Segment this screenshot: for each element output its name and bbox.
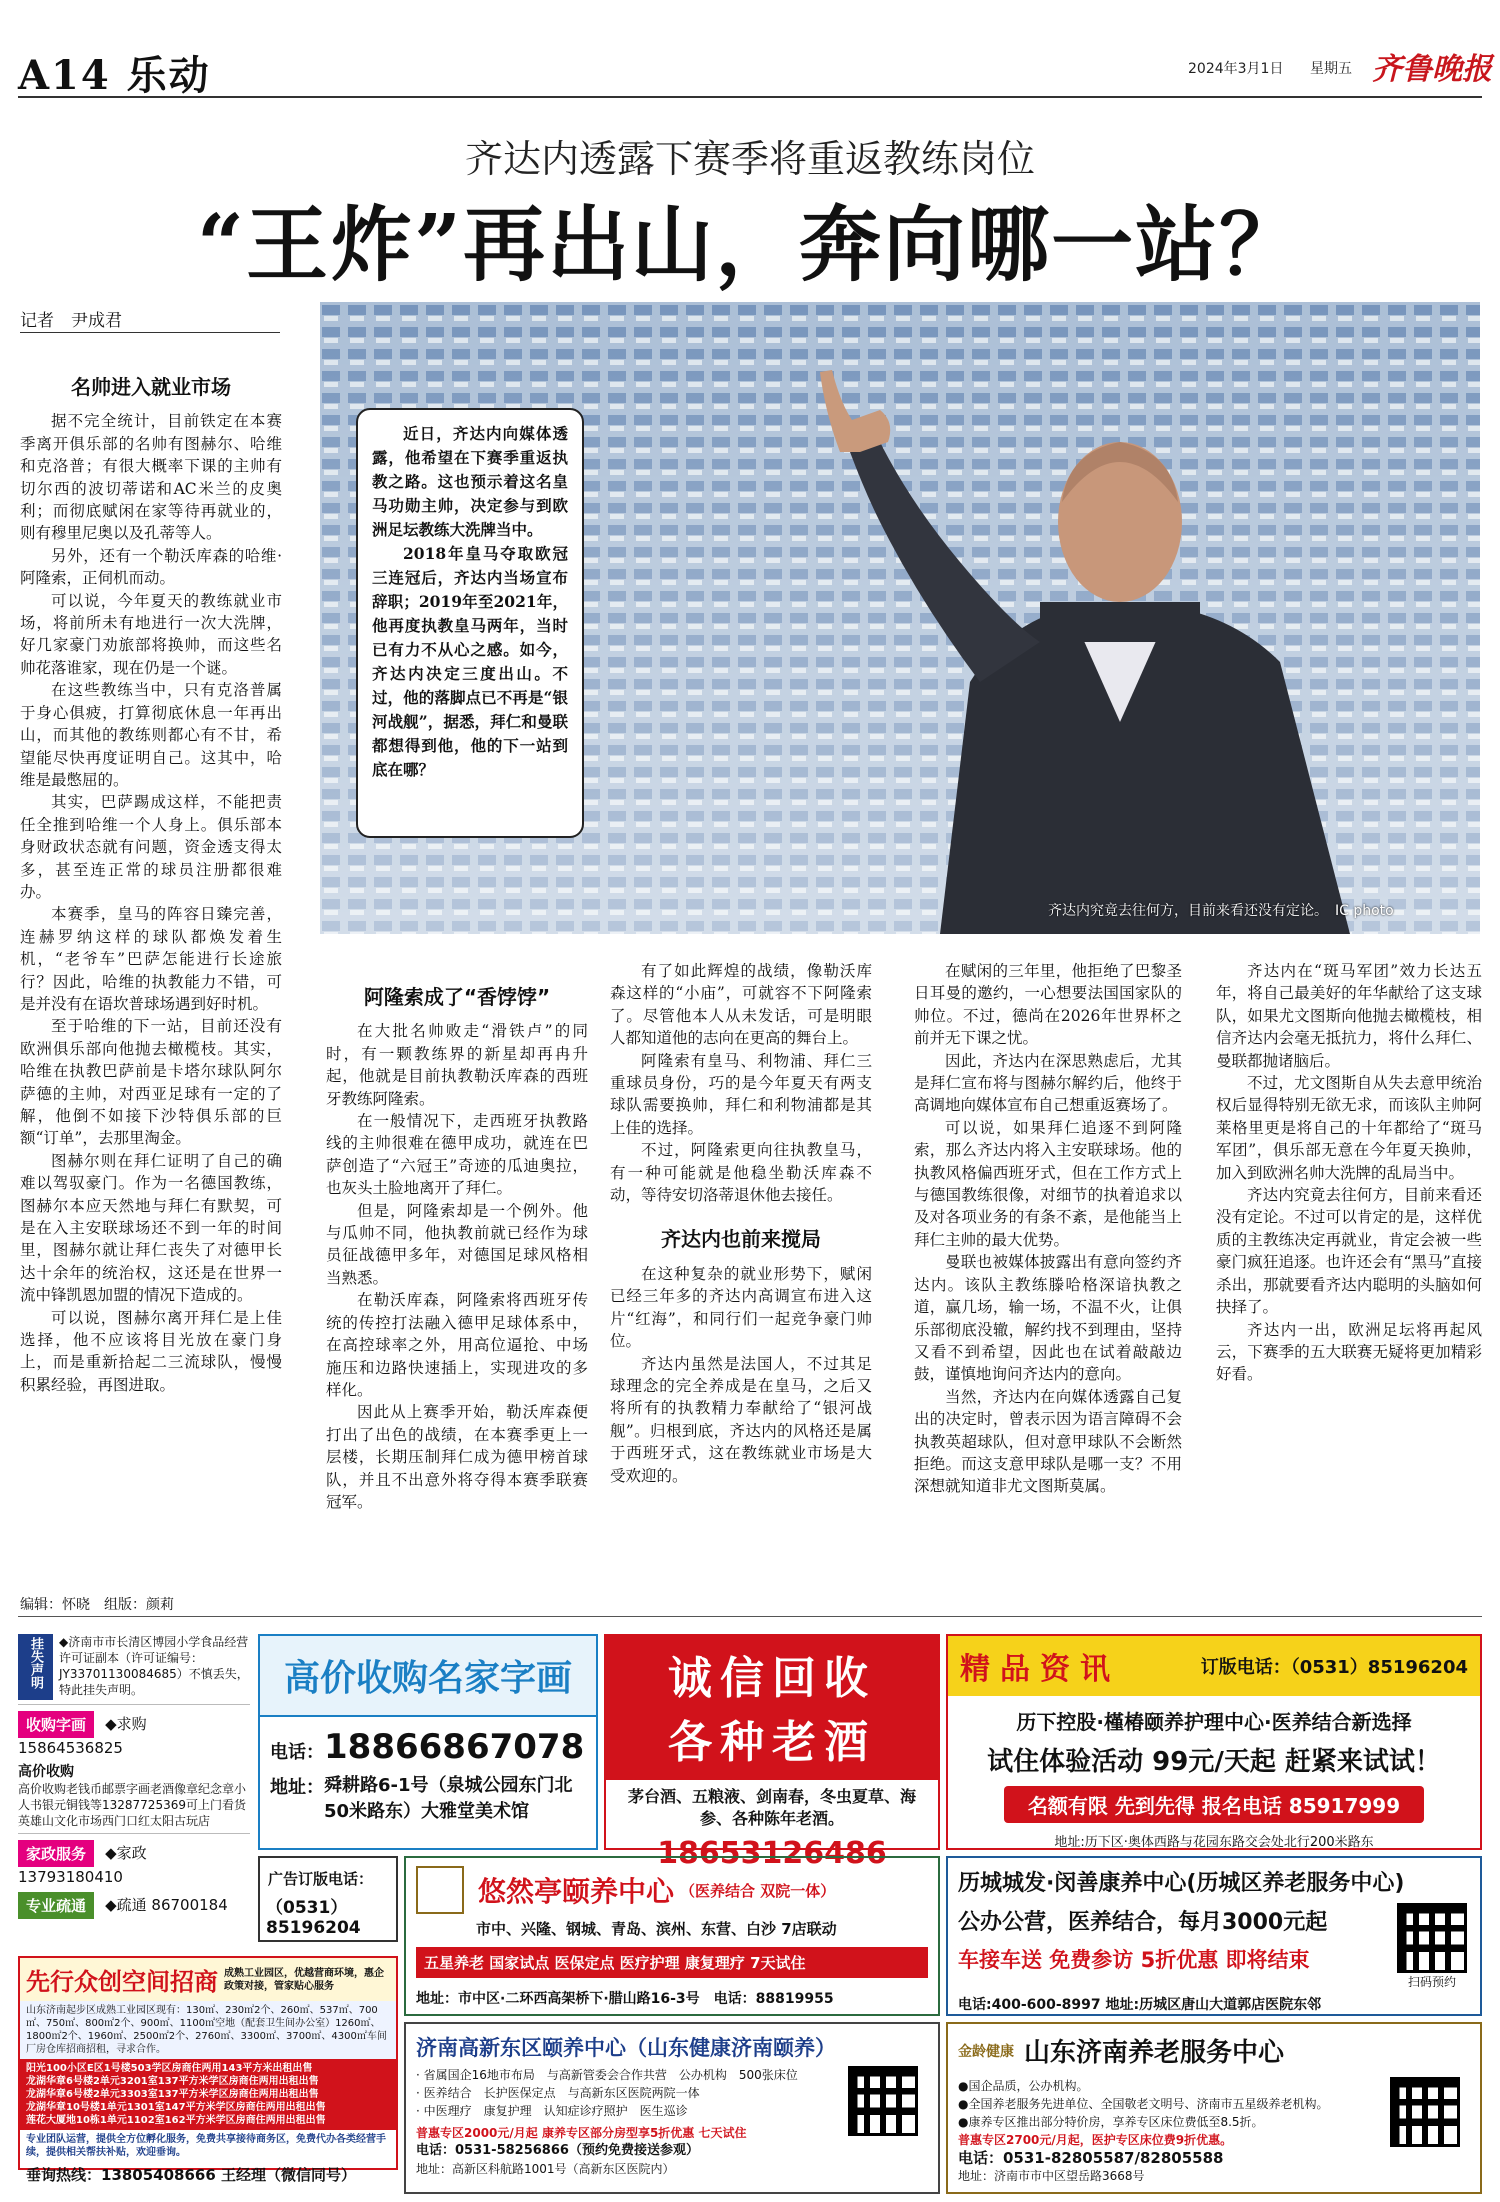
paragraph: 在这种复杂的就业形势下，赋闲已经三年多的齐达内高调宣布进入这片“红海”，和同行们一起竞争豪门帅位。 — [610, 1264, 872, 1351]
ad-line: ●康养专区推出部分特价房，享养专区床位费低至8.5折。 — [958, 2115, 1264, 2129]
classified-item — [18, 1840, 250, 1886]
ad-phone: 18866867078 — [324, 1727, 585, 1767]
ad-org: 历下控股·槿椿颐养护理中心·医养结合新选择 — [1016, 1710, 1412, 1734]
ad-xianxing — [18, 1956, 398, 2184]
article-headline: “王炸”再出山，奔向哪一站？ — [196, 197, 1304, 293]
qr-code-icon[interactable] — [1397, 1903, 1467, 1973]
qr-code-icon[interactable] — [848, 2066, 918, 2136]
section-heading: 阿隆索成了“香饽饽” — [363, 985, 551, 1009]
lead-paragraph: 近日，齐达内向媒体透露，他希望在下赛季重返执教之路。这也预示着这名皇马功勋主帅，决定参与到欧洲足坛教练大洗牌当中。 — [372, 424, 568, 539]
classified-text: ◆济南市市长清区博园小学食品经营许可证副本（许可证编号：JY33701130084685）不慎丢失，特此挂失声明。 — [59, 1635, 249, 1697]
classified-text: ◆求购 15864536825 — [18, 1715, 147, 1757]
ad-promo: 试住体验活动 99元/天起 赶紧来试试！ — [987, 1747, 1441, 1777]
rental-item: 阳光100小区E区1号楼503学区房商住两用143平方米出租出售 — [26, 2063, 313, 2074]
ad-licheng — [946, 1856, 1482, 2016]
ad-brands: 茅台酒、五粮液、剑南春，冬虫夏草、海参、各种陈年老酒。 — [627, 1787, 916, 1828]
paragraph: 另外，还有一个勒沃库森的哈维·阿隆索，正伺机而动。 — [20, 546, 282, 588]
ad-title: 诚信回收 — [668, 1653, 876, 1704]
ad-title: 悠然亭颐养中心 — [478, 1875, 675, 1908]
ad-hotline: 垂询热线：13805408666 王经理（微信同号） — [26, 2166, 357, 2184]
paragraph: 齐达内一出，欧洲足坛将再起风云，下赛季的五大联赛无疑将更加精彩好看。 — [1216, 1320, 1482, 1384]
classified-ads — [18, 1634, 250, 1954]
paragraph: 有了如此辉煌的战绩，像勒沃库森这样的“小庙”，可就容不下阿隆索了。尽管他本人从未发话，可是明眼人都知道他的志向在更高的舞台上。 — [610, 962, 872, 1048]
ad-jinling — [946, 2022, 1482, 2194]
paragraph: 本赛季，皇马的阵容日臻完善，连赫罗纳这样的球队都焕发着生机，“老爷车”巴萨怎能进行长途旅行？因此，哈维的执教能力不错，可是并没有在语坎普球场遇到好时机。 — [20, 905, 282, 1013]
ad-order-phone: 订版电话：（0531）85196204 — [1200, 1657, 1468, 1678]
paragraph: 图赫尔则在拜仁证明了自己的确难以驾驭豪门。作为一名德国教练，图赫尔本应天然地与拜仁有默契，可是在入主安联球场还不到一年的时间里，图赫尔就让拜仁丧失了对德甲长达十余年的统治权，这还是在世界一流中锋凯恩加盟的情况下造成的。 — [20, 1151, 282, 1305]
ad-title: 济南高新东区颐养中心（山东健康济南颐养） — [416, 2036, 836, 2060]
section-heading: 齐达内也前来搅局 — [661, 1227, 821, 1252]
rental-item: 龙湖华章6号楼2单元3303室137平方米学区房商住两用出租出售 — [26, 2089, 319, 2100]
ad-title: 精品资讯 — [960, 1652, 1120, 1687]
ad-contact: 电话:400-600-8997 地址:历城区唐山大道郭店医院东邻 — [958, 1997, 1322, 2013]
paragraph: 在一般情况下，走西班牙执教路线的主帅很难在德甲成功，就连在巴萨创造了“六冠王”奇迹的瓜迪奥拉，也灰头土脸地离开了拜仁。 — [326, 1112, 588, 1198]
ad-scan-label: 扫码预约 — [1407, 1975, 1456, 1989]
ad-phone-label: 电话： — [270, 1742, 324, 1763]
classified-text: 高价收购老钱币邮票字画老酒像章纪念章小人书银元铜钱等13287725369可上门看货英雄山文化市场西门口红太阳古玩店 — [18, 1782, 247, 1828]
paragraph: 齐达内虽然是法国人，不过其足球理念的完全养成是在皇马，之后又将所有的执教精力奉献给了“银河战舰”。归根到底，齐达内的风格还是属于西班牙式，这在教练就业市场是大受欢迎的。 — [610, 1354, 872, 1485]
classified-tag: 高价收购 — [18, 1764, 74, 1780]
ad-line: 公办公营，医养结合，每月3000元起 — [958, 1910, 1328, 1935]
paragraph: 在勒沃库森，阿隆索将西班牙传统的传控打法融入德甲足球体系中，在高控球率之外，用高位逼抢、中场施压和边路快速插上，实现进攻的多样化。 — [326, 1291, 588, 1399]
paragraph: 阿隆索有皇马、利物浦、拜仁三重球员身份，巧的是今年夏天有两支球队需要换帅，拜仁和利物浦都是其上佳的选择。 — [610, 1051, 872, 1137]
ad-gaoxin — [404, 2022, 940, 2194]
youran-logo-icon — [416, 1866, 464, 1914]
paragraph: 曼联也被媒体披露出有意向签约齐达内。该队主教练滕哈格深谙执教之道，赢几场，输一场，不温不火，让俱乐部彻底没辙，解约找不到理由，坚持又看不到希望，因此也在试着敲敲边鼓，谨慎地询问齐达内的意向。 — [914, 1253, 1182, 1384]
paragraph: 齐达内究竟去往何方，目前来看还没有定论。不过可以肯定的是，这样优质的主教练决定再就业，肯定会被一些豪门疯狂追逐。也许还会有“黑马”直接杀出，那就要看齐达内聪明的头脑如何抉择了。 — [1216, 1186, 1482, 1317]
ad-badge: （医养结合 双院一体） — [680, 1881, 836, 1900]
ad-line: 山东济南起步区成熟工业园区现有：130㎡、230㎡2个、260㎡、537㎡、700㎡、750㎡、800㎡2个、900㎡、1100㎡空地（配套卫生间办公室）1260㎡、1800㎡2个、1960㎡、2500㎡2个、2760㎡、3300㎡、3700㎡、4300㎡车间厂房仓库招商招租，寻求合作。 — [20, 2001, 396, 2059]
classified-item — [18, 1634, 250, 1705]
article-column-5 — [1216, 960, 1482, 1580]
paragraph: 齐达内在“斑马军团”效力长达五年，将自己最美好的年华献给了这支球队，如果尤文图斯向他抛去橄榄枝，相信齐达内会毫无抵抗力，将什么拜仁、曼联都抛诸脑后。 — [1216, 962, 1482, 1070]
classified-text: ◆家政 13793180410 — [18, 1844, 147, 1886]
newspaper-logo: 齐鲁晚报 — [1372, 52, 1492, 87]
ad-line: · 省属国企16地市布局 与高新管委会合作共营 公办机构 500张床位 — [416, 2068, 798, 2082]
rental-item: 龙湖华章10号楼1单元1301室147平方米学区房商住两用出租出售 — [26, 2102, 326, 2113]
byline-rule — [20, 332, 280, 333]
paragraph: 因此，齐达内在深思熟虑后，尤其是拜仁宣布将与图赫尔解约后，他终于高调地向媒体宣布自己想重返赛场了。 — [914, 1051, 1182, 1115]
paragraph: 可以说，图赫尔离开拜仁是上佳选择，他不应该将目光放在豪门身上，而是重新拾起二三流球队，慢慢积累经验，再图进取。 — [20, 1308, 282, 1394]
paragraph: 在这些教练当中，只有克洛普属于身心俱疲，打算彻底休息一年再出山，而其他的教练则都心有不甘，希望能尽快再度证明自己。这其中，哈维是最憋屈的。 — [20, 681, 282, 789]
qr-code-icon[interactable] — [1390, 2077, 1460, 2147]
rental-item: 龙湖华章6号楼2单元3201室137平方米学区房商住两用出租出售 — [26, 2076, 319, 2087]
ad-line: ●全国养老服务先进单位、全国敬老文明号、济南市五星级养老机构。 — [958, 2097, 1329, 2111]
classified-item — [18, 1711, 250, 1757]
paragraph: 但是，阿隆索却是一个例外。他与瓜帅不同，他执教前就已经作为球员征战德甲多年，对德国足球风格相当熟悉。 — [326, 1201, 588, 1287]
ad-footer: 专业团队运营，提供全方位孵化服务，免费共享接待商务区，免费代办各类经营手续，提供相关帮扶补贴，欢迎垂询。 — [26, 2134, 386, 2158]
section-heading: 名帅进入就业市场 — [71, 375, 231, 399]
paragraph: 不过，尤文图斯自从失去意甲统治权后显得特别无欲无求，而该队主帅阿莱格里更是将自己的十年都给了“斑马军团”，俱乐部无意在今年夏天换帅，加入到欧洲名帅大洗牌的乱局当中。 — [1216, 1074, 1482, 1182]
paragraph: 可以说，今年夏天的教练就业市场，将前所未有地进行一次大洗牌，好几家豪门劝旅部将换帅，而这些名帅花落谁家，现在仍是一个谜。 — [20, 591, 282, 677]
header-rule — [18, 96, 1482, 98]
lead-box — [356, 408, 584, 838]
paragraph: 据不完全统计，目前铁定在本赛季离开俱乐部的名帅有图赫尔、哈维和克洛普；有很大概率下课的主帅有切尔西的波切蒂诺和AC米兰的皮奥利；而彻底赋闲在家等待再就业的，则有穆里尼奥以及孔蒂等人。 — [20, 412, 282, 543]
classified-tag: 收购字画 — [18, 1711, 94, 1738]
rental-item: 莲花大厦地10栋1单元1102室162平方米学区房商住两用出租出售 — [26, 2115, 326, 2126]
article-column-2 — [326, 980, 588, 1580]
paragraph: 可以说，如果拜仁追逐不到阿隆索，那么齐达内将入主安联球场。他的执教风格偏西班牙式，但在工作方式上与德国教练很像，对细节的执着追求以及对各项业务的有条不紊，是他能当上拜仁主帅的最大优势。 — [914, 1118, 1182, 1249]
ad-address: 地址：济南市市中区望岳路3668号 — [958, 2169, 1145, 2183]
issue-weekday: 星期五 — [1310, 61, 1352, 77]
ad-order-number: （0531）85196204 — [266, 1898, 361, 1938]
classified-tag: 家政服务 — [18, 1840, 94, 1867]
ad-order-box — [258, 1856, 398, 1942]
page-number: A14 乐动 — [18, 52, 211, 99]
photo-caption: 齐达内究竟去往何方，目前来看还没有定论。 IC photo — [1048, 903, 1394, 919]
ad-line: 车接车送 免费参访 5折优惠 即将结束 — [958, 1948, 1310, 1972]
article-column-1 — [20, 370, 282, 1570]
ad-hotline: 名额有限 先到先得 报名电话 85917999 — [1004, 1786, 1424, 1823]
ad-title: 高价收购名家字画 — [260, 1636, 596, 1717]
ads-divider — [18, 1616, 1482, 1617]
ad-subtitle: 成熟工业园区，优越营商环境，惠企政策对接，管家贴心服务 — [224, 1967, 384, 1992]
paragraph: 其实，巴萨踢成这样，不能把责任全推到哈维一个人身上。俱乐部本身财政状态就有问题，资金透支得太多，甚至连正常的球员注册都很难办。 — [20, 793, 282, 901]
lead-paragraph: 2018年皇马夺取欧冠三连冠后，齐达内当场宣布辞职；2019年至2021年，他再度执教皇马两年，当时已有力不从心之感。如今，齐达内决定三度出山。不过，他的落脚点已不再是“银河战舰”，据悉，拜仁和曼联都想得到他，他的下一站到底在哪？ — [372, 544, 568, 779]
ad-liquor — [604, 1634, 940, 1871]
paragraph: 当然，齐达内在向媒体透露自己复出的决定时，曾表示因为语言障碍不会执教英超球队，但对意甲球队不会断然拒绝。而这支意甲球队是哪一支？不用深想就知道非尤文图斯莫属。 — [914, 1387, 1182, 1496]
classified-tag: 专业疏通 — [18, 1892, 94, 1919]
ad-address: 舜耕路6-1号（泉城公园东门北50米路东）大雅堂美术馆 — [324, 1775, 573, 1822]
paragraph: 在大批名帅败走“滑铁卢”的同时，有一颗教练界的新星却再冉升起，他就是目前执教勒沃库森的西班牙教练阿隆索。 — [326, 1022, 588, 1108]
ad-title: 先行众创空间招商 — [26, 1968, 218, 1996]
ad-youran — [404, 1856, 940, 2016]
ad-title: 山东济南养老服务中心 — [1024, 2038, 1285, 2068]
ad-features: 五星养老 国家试点 医保定点 医疗护理 康复理疗 7天试住 — [416, 1947, 928, 1978]
ad-calligraphy — [258, 1634, 598, 1850]
ad-line: · 医养结合 长护医保定点 与高新东区医院两院一体 — [416, 2086, 700, 2100]
ad-address: 地址：市中区·二环西高架桥下·腊山路16-3号 电话：88819955 — [416, 1991, 834, 2007]
article-subtitle: 齐达内透露下赛季将重返教练岗位 — [464, 137, 1035, 181]
issue-date: 2024年3月1日 — [1188, 61, 1284, 77]
paragraph: 在赋闲的三年里，他拒绝了巴黎圣日耳曼的邀约，一心想要法国国家队的帅位。不过，德尚在2026年世界杯之前并无下课之忧。 — [914, 962, 1182, 1048]
classified-item — [18, 1761, 250, 1834]
ad-order-label: 广告订版电话： — [268, 1870, 374, 1888]
classified-item — [18, 1892, 250, 1919]
paragraph: 不过，阿隆索更向往执教皇马，有一种可能就是他稳坐勒沃库森不动，等待安切洛蒂退休他去接任。 — [610, 1141, 872, 1205]
editor-credits: 编辑：怀晓 组版：颜莉 — [20, 1597, 174, 1613]
ad-promo: 普惠专区2000元/月起 康养专区部分房型享5折优惠 七天试住 — [416, 2126, 747, 2140]
paragraph: 因此从上赛季开始，勒沃库森便打出了出色的战绩，在本赛季更上一层楼，长期压制拜仁成为德甲榜首球队，并且不出意外将夺得本赛季联赛冠军。 — [326, 1403, 588, 1511]
ad-address: 地址：高新区科航路1001号（高新东区医院内） — [416, 2162, 675, 2176]
ad-promo: 普惠专区2700元/月起，医护专区床位费9折优惠。 — [958, 2133, 1233, 2147]
ad-address-label: 地址： — [270, 1777, 324, 1798]
byline: 记者 尹成君 — [20, 311, 122, 331]
ad-address: 地址:历下区·奥体西路与花园东路交会处北行200米路东 — [1054, 1835, 1374, 1850]
classified-tag: 挂失声明 — [18, 1634, 53, 1700]
paragraph: 至于哈维的下一站，目前还没有欧洲俱乐部向他抛去橄榄枝。其实，哈维在执教巴萨前是卡塔尔球队阿尔萨德的主帅，对西亚足球有一定的了解，他倒不如接下沙特俱乐部的巨额“订单”，去那里淘金。 — [20, 1017, 282, 1148]
article-column-4 — [914, 960, 1182, 1580]
ad-title: 各种老酒 — [668, 1717, 876, 1768]
article-column-3 — [610, 960, 872, 1580]
ad-jingpin — [946, 1634, 1482, 1850]
ad-phone: 18653126486 — [657, 1836, 887, 1871]
ad-phone: 电话：0531-82805587/82805588 — [958, 2149, 1224, 2167]
ad-cities: 市中、兴隆、钢城、青岛、滨州、东营、白沙 7店联动 — [476, 1920, 837, 1938]
classified-text: ◆疏通 86700184 — [105, 1896, 228, 1914]
ad-line: · 中医理疗 康复护理 认知症诊疗照护 医生巡诊 — [416, 2104, 688, 2118]
ad-line: ●国企品质，公办机构。 — [958, 2079, 1089, 2093]
ad-title: 历城城发·闵善康养中心(历城区养老服务中心) — [958, 1871, 1405, 1896]
ad-phone: 电话：0531-58256866（预约免费接送参观） — [416, 2143, 699, 2158]
ad-brand: 金龄健康 — [958, 2043, 1014, 2060]
